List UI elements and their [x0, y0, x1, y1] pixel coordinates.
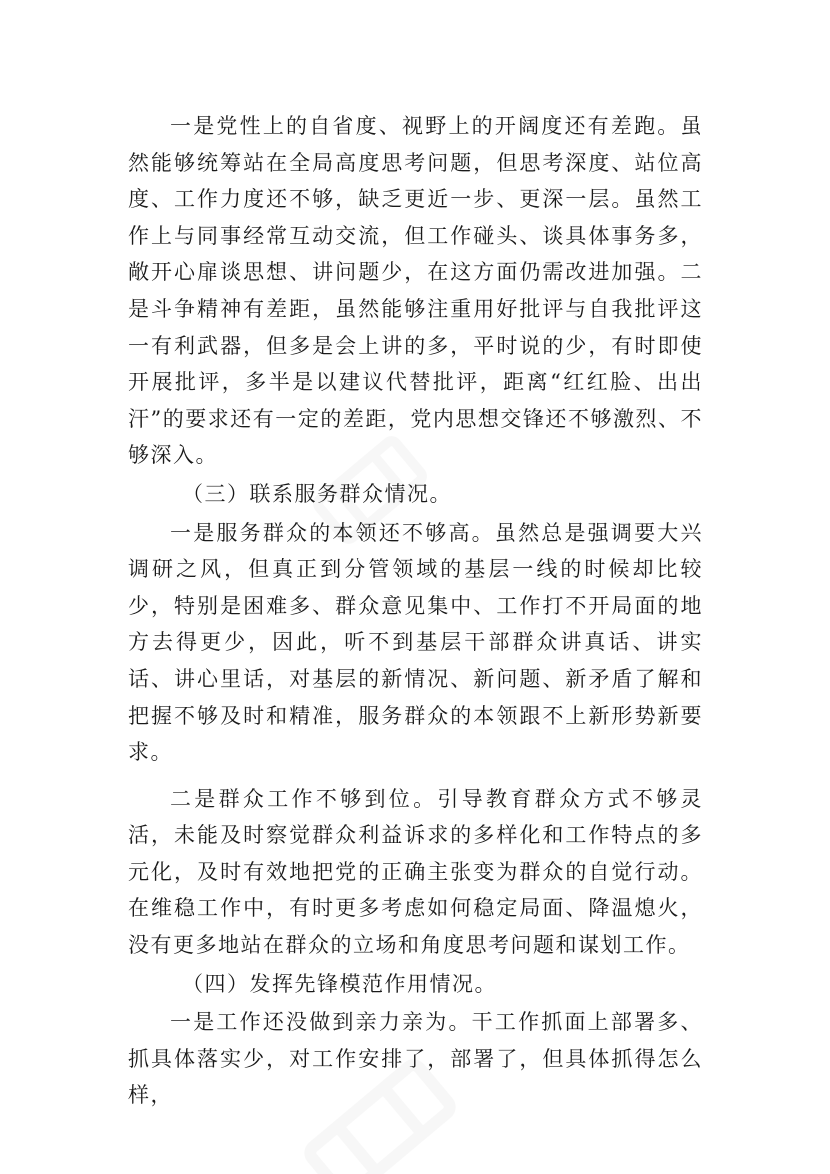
section-heading: （四）发挥先锋模范作用情况。	[182, 971, 497, 996]
paragraph: 二是群众工作不够到位。引导教育群众方式不够灵活，未能及时察觉群众利益诉求的多样化和工作特点的多元化，及时有效地把党的正确主张变为群众的自觉行动。在维稳工作中，有时更多考虑如何稳定局面、降温熄火，没有更多地站在群众的立场和角度思考问题和谋划工作。	[128, 786, 703, 958]
paragraph: 一是工作还没做到亲力亲为。干工作抓面上部署多、抓具体落实少，对工作安排了，部署了，但具体抓得怎么样，	[128, 1010, 703, 1108]
section-heading: （三）联系服务群众情况。	[182, 481, 452, 506]
paragraph: 一是服务群众的本领还不够高。虽然总是强调要大兴调研之风，但真正到分管领域的基层一线的时候却比较少，特别是困难多、群众意见集中、工作打不开局面的地方去得更少，因此，听不到基层干部群众讲真话、讲实话、讲心里话，对基层的新情况、新问题、新矛盾了解和把握不够及时和精准，服务群众的本领跟不上新形势新要求。	[128, 520, 703, 765]
paragraph: 一是党性上的自省度、视野上的开阔度还有差跑。虽然能够统筹站在全局高度思考问题，但思考深度、站位高度、工作力度还不够，缺乏更近一步、更深一层。虽然工作上与同事经常互动交流，但工作碰头、谈具体事务多，敞开心扉谈思想、讲问题少，在这方面仍需改进加强。二是斗争精神有差距，虽然能够注重用好批评与自我批评这一有利武器，但多是会上讲的多，平时说的少，有时即使开展批评，多半是以建议代替批评，距离“红红脸、出出汗”的要求还有一定的差距，党内思想交锋还不够激烈、不够深入。	[128, 114, 703, 468]
document-body	[128, 108, 703, 1114]
